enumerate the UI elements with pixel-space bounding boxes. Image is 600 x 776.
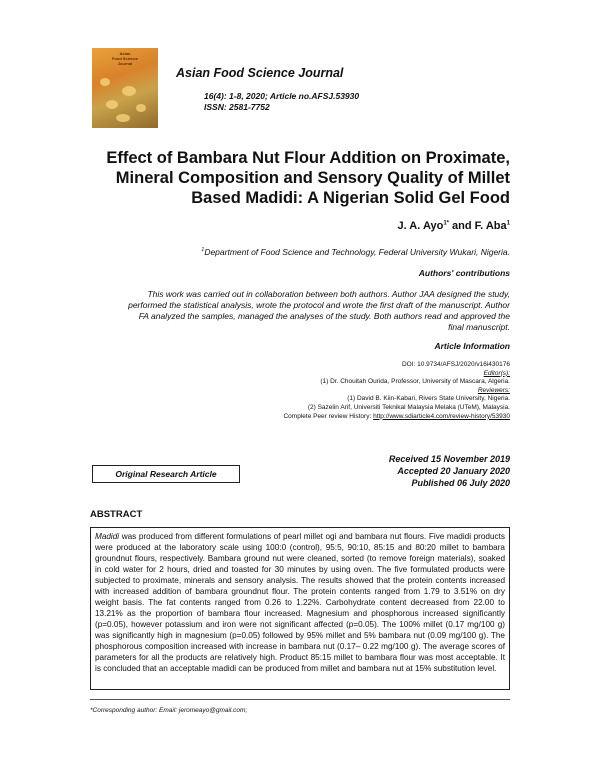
contributions-line: performed the statistical analysis, wrote the protocol and wrote the first draft of the manuscript. Author xyxy=(128,300,510,310)
journal-issn: ISSN: 2581-7752 xyxy=(204,102,270,112)
cover-food-graphic xyxy=(100,78,110,86)
journal-name: Asian Food Science Journal xyxy=(176,66,344,80)
reviewer-entry: (1) David B. Kiin-Kabari, Rivers State University, Nigeria. xyxy=(347,395,510,403)
author-name: F. Aba xyxy=(474,220,507,232)
article-title xyxy=(90,148,510,208)
contributions-line: FA analyzed the samples, managed the analyses of the study. Both authors read and approved the xyxy=(138,311,510,321)
editor-entry: (1) Dr. Chouitah Ourida, Professor, University of Mascara, Algeria. xyxy=(320,378,510,386)
cover-food-graphic xyxy=(116,114,130,122)
affiliation-text: Department of Food Science and Technology, Federal University Wukari, Nigeria. xyxy=(204,247,510,257)
reviewer-entry: (2) Sazelin Arif, Universiti Teknikal Malaysia Melaka (UTeM), Malaysia. xyxy=(307,403,510,411)
cover-title-line: Asian xyxy=(119,51,131,56)
author-superscript: 1* xyxy=(443,220,449,227)
peer-review-label: Complete Peer review History: xyxy=(283,412,374,420)
contributions-line: This work was carried out in collaboration between both authors. Author JAA designed the study, xyxy=(147,289,510,299)
doi: DOI: 10.9734/AFSJ/2020/v16i430176 xyxy=(401,361,510,368)
article-information-heading: Article Information xyxy=(434,341,510,351)
abstract-lead-term: Madidi xyxy=(95,532,120,541)
corresponding-author: *Corresponding author: Email: jeromeayo@gmail.com; xyxy=(90,707,248,714)
author-name: J. A. Ayo xyxy=(397,220,444,232)
author-list xyxy=(397,220,510,232)
cover-title-line: Food Science xyxy=(111,56,138,61)
footnote-divider xyxy=(90,699,510,700)
abstract-box xyxy=(90,527,510,690)
article-title-line: Mineral Composition and Sensory Quality of Millet xyxy=(115,169,510,187)
cover-food-graphic xyxy=(136,104,146,112)
contributions-text xyxy=(90,289,510,333)
article-title-line: Effect of Bambara Nut Flour Addition on Proximate, xyxy=(106,149,510,167)
author-separator: and xyxy=(448,220,475,232)
contributions-heading: Authors' contributions xyxy=(418,268,510,278)
article-type-box: Original Research Article xyxy=(92,465,240,483)
accepted-date: Accepted 20 January 2020 xyxy=(397,466,510,476)
cover-food-graphic xyxy=(106,100,118,109)
peer-review-history xyxy=(110,413,510,422)
cover-food-graphic xyxy=(122,86,136,96)
reviewers-label: Reviewers: xyxy=(477,386,510,394)
abstract-heading: ABSTRACT xyxy=(90,509,143,520)
article-dates xyxy=(389,453,510,489)
journal-volume: 16(4): 1-8, 2020; Article no.AFSJ.53930 xyxy=(204,91,360,101)
article-information xyxy=(110,361,510,421)
cover-title-line: Journal xyxy=(117,61,133,66)
author-superscript: 1 xyxy=(506,220,510,227)
abstract-text: was produced from different formulations of pearl millet ogi and bambara nut flours. Five madidi products were produced at the laboratory scale using 100:0 (control), 95:5, 90:10, 85:15 and 80:20 millet to bambara groundnut flours, respectively. Bambara ground nut were cleaned, sorted (to remove foreign materials), soaked in cold water for 2 hours, dried and toasted for 30 minutes by using oven. The five formulated products were subjected to proximate, minerals and sensory analysis. The results showed that the protein contents increased with increased addition of bambara groundnut flour. The protein contents ranged from 1.79 to 3.51% on dry weight basis. The fat contents ranged from 0.26 to 1.22%. Carbohydrate content decreased from 22.00 to 13.21% as the proportion of bambara flour increased. Magnesium and phosphorous increased significantly (p=0.05), however potassium and iron were not significant affected (p=0.05). The 100% millet (0.17 mg/100 g) was significantly high in magnesium (p=0.05) followed by 95% millet and 5% bambara nut (0.09 mg/100 g). The phosphorous composition increased with increase in bambara nut (0.17– 0.22 mg/100 g). The average scores of parameters for all the products are relatively high. Product 85:15 millet to bambara flour was most acceptable. It is concluded that an acceptable madidi can be produced from millet and bambara nut at 15% substitution level. xyxy=(95,532,505,673)
received-date: Received 15 November 2019 xyxy=(388,454,510,464)
journal-cover-image xyxy=(92,48,158,128)
cover-title xyxy=(92,51,158,66)
author-affiliation xyxy=(201,247,510,257)
editors-label: Editor(s): xyxy=(483,369,510,377)
published-date: Published 06 July 2020 xyxy=(411,478,510,488)
affiliation-superscript: 1 xyxy=(201,247,205,254)
peer-review-link[interactable]: http://www.sdiarticle4.com/review-history/53930 xyxy=(373,412,510,420)
contributions-line: final manuscript. xyxy=(448,322,510,332)
article-title-line: Based Madidi: A Nigerian Solid Gel Food xyxy=(191,189,510,207)
